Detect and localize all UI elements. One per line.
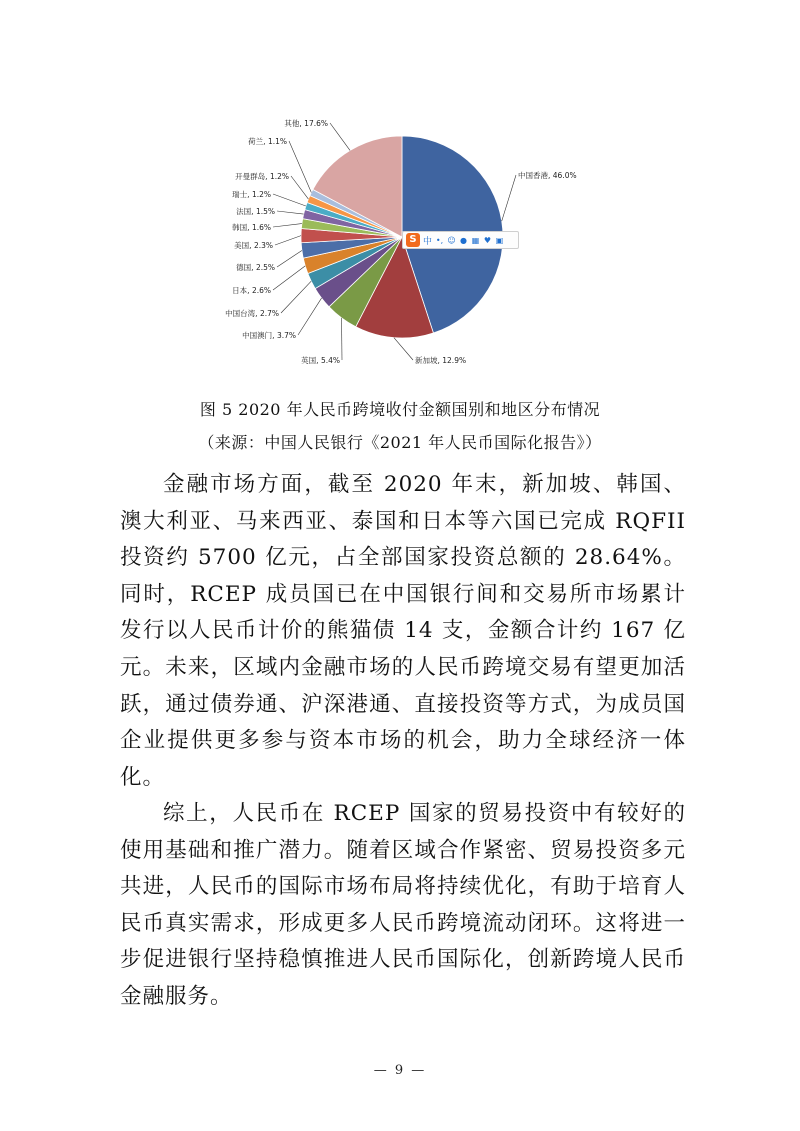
slice-label-5: 日本, 2.6% — [232, 286, 271, 295]
leader-line-8 — [273, 224, 302, 227]
input-method-toolbar[interactable] — [402, 231, 519, 249]
leader-line-3 — [298, 298, 322, 335]
leader-line-5 — [273, 266, 305, 290]
leader-line-13 — [330, 123, 350, 150]
ime-logo-icon[interactable]: S — [406, 233, 420, 247]
slice-label-11: 开曼群岛, 1.2% — [235, 172, 289, 181]
leader-line-6 — [277, 250, 302, 267]
slice-label-1: 新加坡, 12.9% — [415, 356, 467, 365]
pie-chart-figure — [200, 100, 600, 390]
slice-label-6: 德国, 2.5% — [236, 263, 275, 272]
body-paragraph: 金融市场方面，截至 2020 年末，新加坡、韩国、澳大利亚、马来西亚、泰国和日本等六国已完成 RQFII 投资约 5700 亿元，占全部国家投资总额的 28.64%。同时，RCEP 成员国已在中国银行间和交易所市场累计发行以人民币计价的熊猫债 14 支，金额合计约 167 亿元。未来，区域内金融市场的人民币跨境交易有望更加活跃，通过债券通、沪深港通、直接投资等方式，为成员国企业提供更多参与资本市场的机会，助力全球经济一体化。 — [120, 472, 686, 790]
keyboard-icon[interactable]: ▦ — [471, 235, 480, 245]
leader-line-1 — [394, 338, 413, 360]
body-paragraph: 综上，人民币在 RCEP 国家的贸易投资中有较好的使用基础和推广潜力。随着区域合作紧密、贸易投资多元共进，人民币的国际市场布局将持续优化，有助于培育人民币真实需求，形成更多人民币跨境流动闭环。这将进一步促进银行坚持稳慎推进人民币国际化，创新跨境人民币金融服务。 — [120, 801, 686, 1009]
leader-line-9 — [277, 211, 304, 214]
leader-line-0 — [502, 175, 516, 221]
slice-label-9: 法国, 1.5% — [236, 207, 275, 216]
toolbox-icon[interactable]: ▣ — [495, 235, 504, 245]
ime-language-toggle[interactable]: 中 — [423, 236, 433, 247]
slice-label-0: 中国香港, 46.0% — [518, 171, 577, 180]
skin-icon[interactable]: ♥ — [483, 235, 492, 245]
leader-line-4 — [281, 281, 311, 313]
slice-label-3: 中国澳门, 3.7% — [242, 331, 296, 340]
slice-label-2: 英国, 5.4% — [301, 356, 340, 365]
slice-label-4: 中国台湾, 2.7% — [225, 309, 279, 318]
page-number: — 9 — — [373, 1063, 427, 1078]
slice-label-10: 瑞士, 1.2% — [232, 190, 271, 199]
figure-caption: 图 5 2020 年人民币跨境收付金额国别和地区分布情况 — [199, 400, 601, 419]
punctuation-icon[interactable]: •, — [435, 235, 444, 245]
slice-label-12: 荷兰, 1.1% — [248, 137, 287, 146]
figure-source: （来源：中国人民银行《2021 年人民币国际化报告》） — [198, 433, 602, 452]
emoji-icon[interactable]: ☺ — [447, 235, 456, 245]
leader-line-12 — [289, 141, 311, 193]
pie-chart — [200, 100, 600, 390]
leader-line-7 — [275, 236, 301, 245]
microphone-icon[interactable]: ● — [460, 235, 467, 245]
slice-label-8: 韩国, 1.6% — [232, 223, 271, 232]
leader-line-10 — [273, 194, 306, 206]
slice-label-13: 其他, 17.6% — [284, 119, 328, 128]
slice-label-7: 美国, 2.3% — [234, 241, 273, 250]
